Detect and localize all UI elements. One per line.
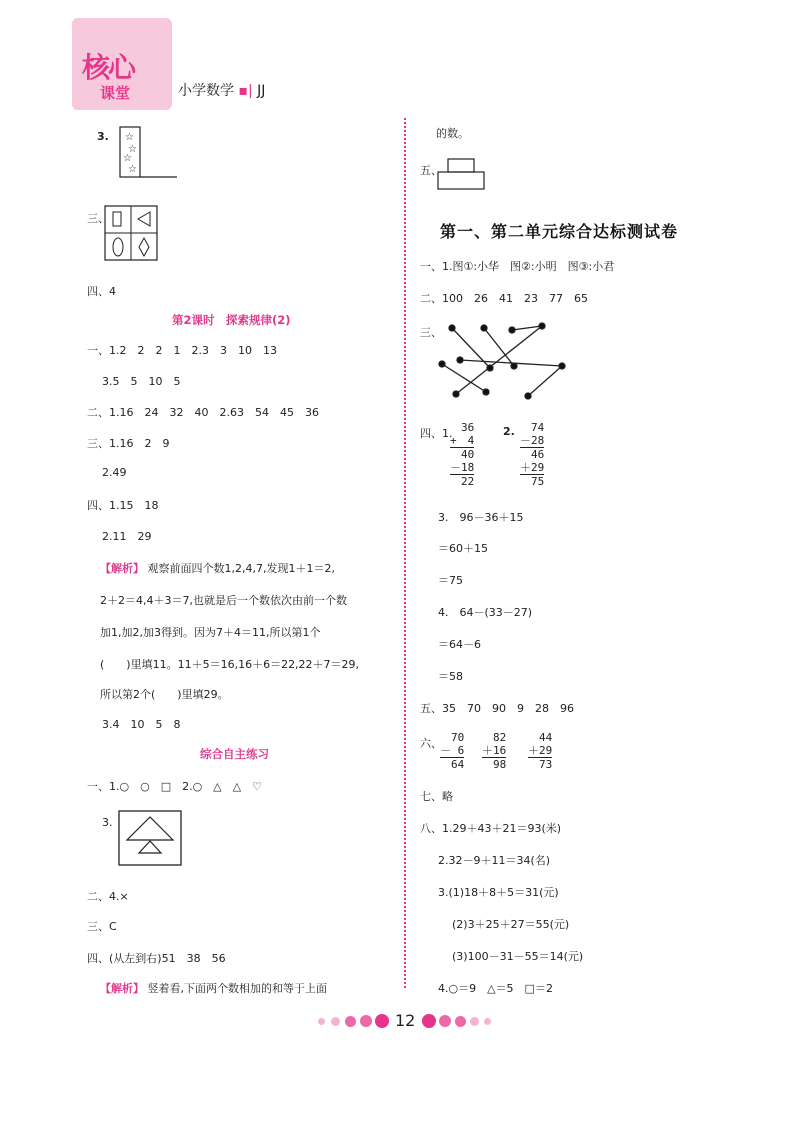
dot-icon [470,1017,479,1026]
right-e: 二、100 26 41 23 77 65 [420,292,588,305]
blocks-figure [436,156,486,192]
dot-icon [331,1017,340,1026]
right-ba3: 3.(1)18＋8＋5＝31(元) [438,886,559,899]
dot-icon [345,1016,356,1027]
matching-figure [434,320,574,400]
svg-text:☆: ☆ [123,153,132,164]
right-san: 三、 [420,326,442,339]
right-wu: 五、 [420,164,442,177]
left-f1: 四、1.15 18 [87,499,159,512]
calc-cell: 64 [440,758,464,772]
left-f3: 3.4 10 5 8 [102,718,181,731]
vertical-calc-v2 [482,731,506,771]
calc-cell: ＋29 [520,461,545,474]
calc-cell: 98 [482,758,506,772]
left-e1: 二、1.16 24 32 40 2.63 54 45 36 [87,406,319,419]
dot-icon [455,1016,466,1027]
calc-cell: 82 [493,731,507,744]
left-f2: 2.11 29 [102,530,152,543]
zh-item3: 3. [102,816,113,829]
zh-si: 四、(从左到右)51 38 56 [87,952,226,965]
analysis-text: 竖着看,下面两个数相加的和等于上面 [147,982,327,995]
triangle-figure [118,810,182,866]
analysis-1-line4: ( )里填11。11＋5＝16,16＋6＝22,22＋7＝29, [100,658,360,671]
right-s4b: ＝64－6 [438,638,481,651]
vertical-calc-v1 [440,731,464,771]
right-qi: 七、略 [420,790,453,803]
logo [72,18,172,110]
calc-cell: － 6 [440,744,465,757]
stars-figure [115,125,180,180]
page-number: 12 [395,1011,416,1030]
lesson-title: 第2课时 探索规律(2) [172,313,291,327]
right-si-2: 2. [503,425,515,438]
subject-label: 小学数学 [178,83,234,99]
right-si-1: 四、1. [420,427,453,440]
right-r1: 的数。 [436,127,469,140]
right-ba3b: (2)3＋25＋27＝55(元) [452,918,570,931]
analysis-2 [100,980,327,996]
left-si: 四、4 [87,285,116,298]
calc-cell: 73 [528,758,552,772]
column-divider [404,118,406,988]
calc-cell: －18 [450,461,475,474]
calc-cell: 46 [520,448,544,462]
right-s3b: ＝60＋15 [438,542,488,555]
calc-cell: 44 [539,731,553,744]
calc-cell: ＋29 [528,744,553,757]
calc-cell: 40 [450,448,474,462]
section-title-zh: 综合自主练习 [200,747,269,761]
left-y1a: 一、1.2 2 2 1 2.3 3 10 13 [87,344,277,357]
calc-cell: －28 [520,434,545,447]
analysis-text: 观察前面四个数1,2,4,7,发现1＋1＝2, [147,562,335,575]
logo-bottom-text: 课堂 [100,84,131,102]
calc-cell: 22 [450,475,474,489]
left-san: 三、 [87,212,109,225]
right-s4: 4. 64－(33－27) [438,606,533,619]
analysis-1-line1 [100,560,335,576]
right-s3c: ＝75 [438,574,463,587]
vertical-calc-2 [520,421,544,488]
right-ba1: 八、1.29＋43＋21＝93(米) [420,822,562,835]
header-subject [178,80,265,100]
dot-icon [318,1018,325,1025]
right-liu: 六、 [420,737,442,750]
shapes-grid [104,205,158,261]
right-ba3c: (3)100－31－55＝14(元) [452,950,584,963]
analysis-tag: 【解析】 [100,982,144,995]
analysis-1-line2: 2＋2＝4,4＋3＝7,也就是后一个数依次由前一个数 [100,594,347,607]
calc-cell: 70 [451,731,465,744]
analysis-1-line3: 加1,加2,加3得到。因为7＋4＝11,所以第1个 [100,626,321,639]
unit-title: 第一、第二单元综合达标测试卷 [440,222,679,241]
right-ba2: 2.32－9＋11＝34(名) [438,854,551,867]
header-separator-icon: ▪| [238,83,253,99]
logo-top-text: 核心 [82,51,135,84]
right-y1: 一、1.图①:小华 图②:小明 图③:小君 [420,260,615,273]
right-ba4: 4.○＝9 △＝5 □＝2 [438,982,553,995]
analysis-1-line5: 所以第2个( )里填29。 [100,688,229,701]
svg-text:☆: ☆ [128,164,137,175]
dot-icon [375,1014,389,1028]
svg-text:☆: ☆ [125,132,134,143]
dot-icon [360,1015,372,1027]
vertical-calc-1 [450,421,474,488]
left-s1: 三、1.16 2 9 [87,437,170,450]
zh-san: 三、C [87,920,117,933]
calc-cell: + 4 [450,434,475,447]
right-s4c: ＝58 [438,670,463,683]
dot-icon [439,1015,451,1027]
dot-icon [422,1014,436,1028]
calc-cell: 75 [520,475,544,489]
zh-er: 二、4.× [87,890,129,903]
left-y1b: 3.5 5 10 5 [102,375,181,388]
dot-icon [484,1018,491,1025]
right-s3: 3. 96－36＋15 [438,511,524,524]
left-s2: 2.49 [102,466,127,479]
right-wu2: 五、35 70 90 9 28 96 [420,702,574,715]
calc-cell: ＋16 [482,744,507,757]
edition-label: JJ [257,83,266,99]
calc-cell: 36 [461,421,475,434]
calc-cell: 74 [531,421,545,434]
zh-y1: 一、1.○ ○ □ 2.○ △ △ ♡ [87,780,262,793]
left-item-3: 3. [97,130,109,143]
vertical-calc-v3 [528,731,552,771]
svg-text:☆: ☆ [128,144,137,155]
analysis-tag: 【解析】 [100,562,144,575]
